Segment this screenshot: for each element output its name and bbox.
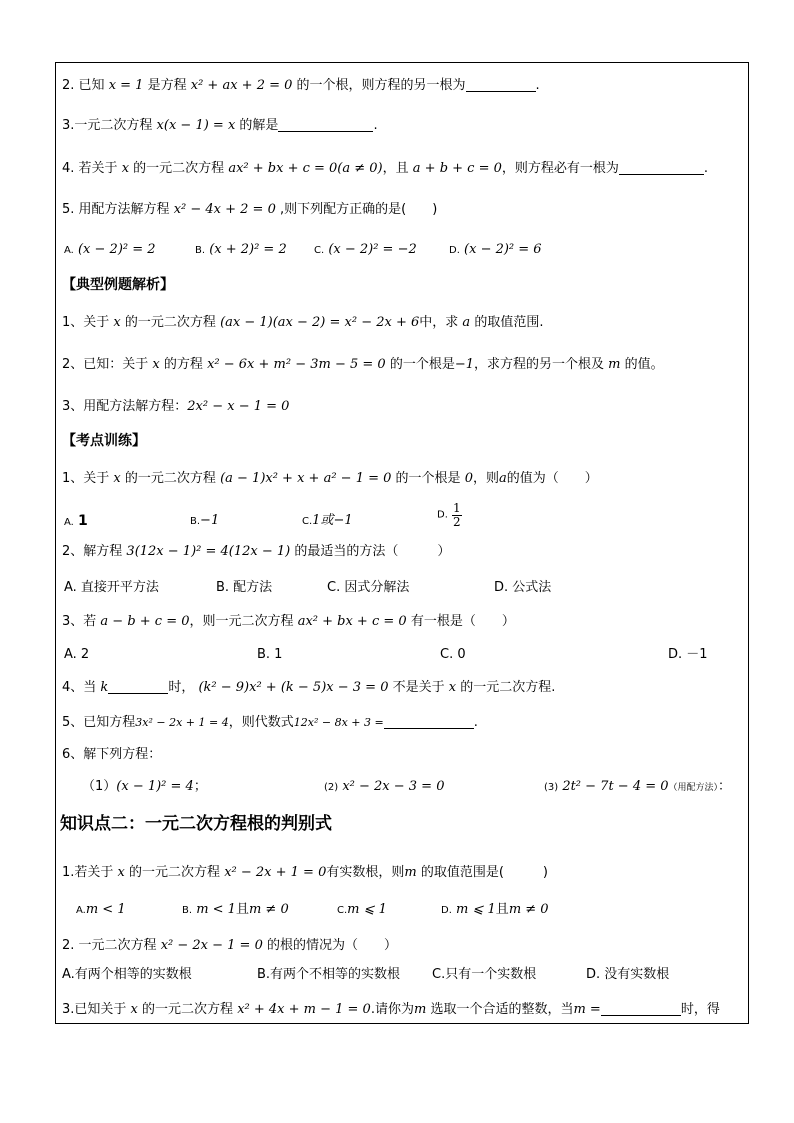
question-5: 5. 用配方法解方程 x² − 4x + 2 = 0 ,则下列配方正确的是( ) <box>62 202 438 217</box>
t6-item-2: (2) x² − 2x − 3 = 0 <box>324 779 445 794</box>
s2q2-option-d[interactable]: D. 没有实数根 <box>586 967 670 982</box>
t2-option-d[interactable]: D. 公式法 <box>494 580 552 595</box>
training-1: 1、关于 x 的一元二次方程 (a − 1)x² + x + a² − 1 = 0 的一个根是 0，则a的值为（ ） <box>62 471 598 486</box>
t1-option-c[interactable]: C.1或−1 <box>302 513 353 528</box>
t6-item-1: （1）(x − 1)² = 4； <box>82 779 207 794</box>
answer-blank[interactable] <box>108 679 168 694</box>
q5-option-b[interactable]: B. (x + 2)² = 2 <box>195 242 287 257</box>
answer-blank[interactable] <box>278 117 373 132</box>
s2-question-2: 2. 一元二次方程 x² − 2x − 1 = 0 的根的情况为（ ） <box>62 938 398 953</box>
t3-option-a[interactable]: A. 2 <box>64 647 90 662</box>
s2q1-option-a[interactable]: A.m < 1 <box>76 902 126 917</box>
example-3: 3、用配方法解方程：2x² − x − 1 = 0 <box>62 399 290 414</box>
training-heading: 【考点训练】 <box>62 433 146 449</box>
answer-blank[interactable] <box>384 714 474 729</box>
q5-option-a[interactable]: A. (x − 2)² = 2 <box>64 242 156 257</box>
training-6: 6、解下列方程： <box>62 747 162 762</box>
q5-option-c[interactable]: C. (x − 2)² = −2 <box>314 242 417 257</box>
training-4: 4、当 k 时， (k² − 9)x² + (k − 5)x − 3 = 0 不是关于 x 的一元二次方程. <box>62 680 556 695</box>
s2q2-option-b[interactable]: B.有两个不相等的实数根 <box>257 967 401 982</box>
examples-heading: 【典型例题解析】 <box>62 277 174 293</box>
t2-option-c[interactable]: C. 因式分解法 <box>327 580 410 595</box>
question-4: 4. 若关于 x 的一元二次方程 ax² + bx + c = 0(a ≠ 0)，且 a + b + c = 0，则方程必有一根为 . <box>62 161 709 176</box>
example-2: 2、已知：关于 x 的方程 x² − 6x + m² − 3m − 5 = 0 的一个根是−1，求方程的另一个根及 m 的值。 <box>62 357 664 372</box>
q5-option-d[interactable]: D. (x − 2)² = 6 <box>449 242 542 257</box>
s2q1-option-d[interactable]: D. m ⩽ 1且m ≠ 0 <box>441 902 549 917</box>
s2-question-1: 1.若关于 x 的一元二次方程 x² − 2x + 1 = 0有实数根，则m 的取值范围是( ) <box>62 865 548 880</box>
example-1: 1、关于 x 的一元二次方程 (ax − 1)(ax − 2) = x² − 2x + 6中，求 a 的取值范围. <box>62 315 544 330</box>
t6-item-3: (3) 2t² − 7t − 4 = 0（用配方法）： <box>544 779 732 794</box>
answer-blank[interactable] <box>601 1001 681 1016</box>
section-2-heading: 知识点二：一元二次方程根的判别式 <box>60 814 332 834</box>
s2q2-option-c[interactable]: C.只有一个实数根 <box>432 967 537 982</box>
t1-option-d[interactable]: D. $\frac{1}{2}$ <box>437 501 461 529</box>
s2q2-option-a[interactable]: A.有两个相等的实数根 <box>62 967 192 982</box>
s2q1-option-c[interactable]: C.m ⩽ 1 <box>337 902 387 917</box>
question-2: 2. 已知 x = 1 是方程 x² + ax + 2 = 0 的一个根，则方程的另一根为 . <box>62 78 540 93</box>
answer-blank[interactable] <box>619 160 704 175</box>
training-3: 3、若 a − b + c = 0，则一元二次方程 ax² + bx + c = 0 有一根是（ ） <box>62 614 515 629</box>
t2-option-b[interactable]: B. 配方法 <box>216 580 273 595</box>
training-5: 5、已知方程3x² − 2x + 1 = 4，则代数式12x² − 8x + 3 = . <box>62 715 478 730</box>
s2-question-3: 3.已知关于 x 的一元二次方程 x² + 4x + m − 1 = 0.请你为m 选取一个合适的整数，当m = 时，得 <box>62 1002 720 1017</box>
t2-option-a[interactable]: A. 直接开平方法 <box>64 580 159 595</box>
answer-blank[interactable] <box>466 77 536 92</box>
t3-option-c[interactable]: C. 0 <box>440 647 466 662</box>
fraction-one-half: $\frac{1}{2}$ <box>453 501 461 529</box>
question-3: 3.一元二次方程 x(x − 1) = x 的解是 . <box>62 118 378 133</box>
s2q1-option-b[interactable]: B. m < 1且m ≠ 0 <box>182 902 289 917</box>
t3-option-d[interactable]: D. －1 <box>668 647 708 662</box>
t1-option-a[interactable]: A. 1 <box>64 513 88 529</box>
training-2: 2、解方程 3(12x − 1)² = 4(12x − 1) 的最适当的方法（ ） <box>62 544 451 559</box>
t3-option-b[interactable]: B. 1 <box>257 647 283 662</box>
t1-option-b[interactable]: B.−1 <box>190 513 220 528</box>
